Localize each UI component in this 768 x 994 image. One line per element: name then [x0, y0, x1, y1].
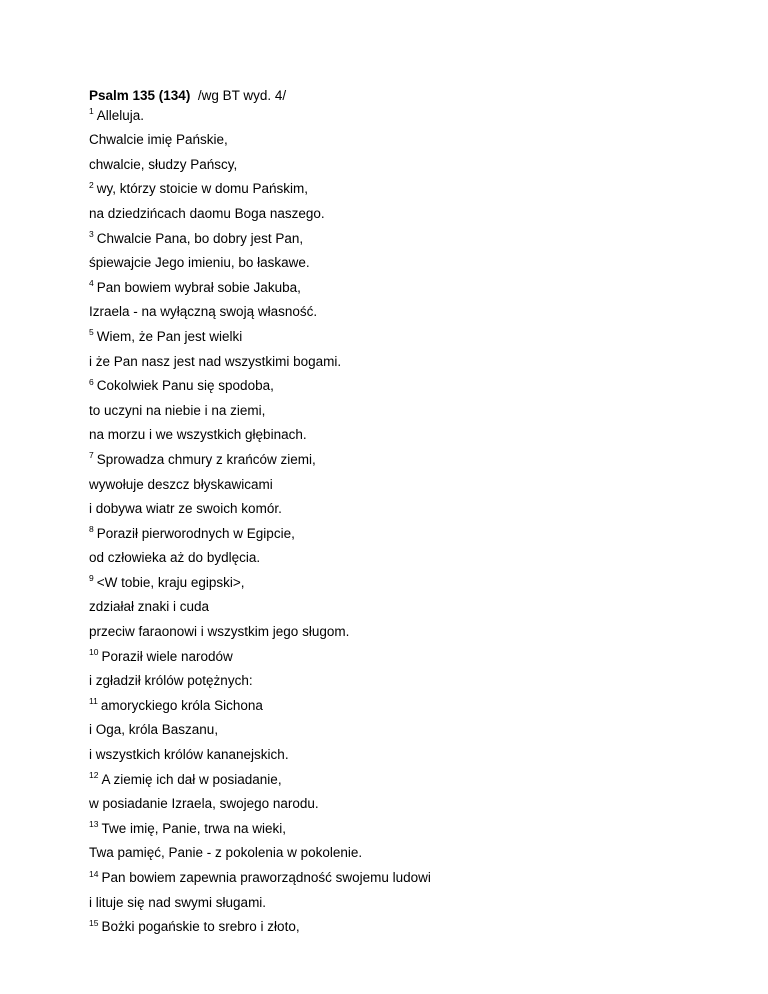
- text-line: [89, 156, 729, 181]
- line-text: wywołuje deszcz błyskawicami: [89, 476, 273, 492]
- psalm-title: Psalm 135 (134): [89, 88, 191, 103]
- line-text: Izraela - na wyłączną swoją własność.: [89, 304, 318, 320]
- text-line: [89, 746, 729, 771]
- text-line: [89, 353, 729, 378]
- psalm-text: [89, 107, 729, 943]
- text-line: [89, 894, 729, 919]
- verse-number: 12: [89, 770, 99, 781]
- verse-number: 3: [89, 229, 94, 240]
- text-line: [89, 795, 729, 820]
- text-line: [89, 918, 729, 943]
- verse-number: 7: [89, 450, 94, 461]
- line-text: Bożki pogańskie to srebro i złoto,: [101, 919, 300, 935]
- text-line: [89, 549, 729, 574]
- verse-number: 14: [89, 868, 99, 879]
- text-line: [89, 844, 729, 869]
- text-line: [89, 426, 729, 451]
- text-line: [89, 131, 729, 156]
- text-line: [89, 377, 729, 402]
- text-line: [89, 525, 729, 550]
- line-text: przeciw faraonowi i wszystkim jego sługom.: [89, 624, 350, 640]
- text-line: [89, 180, 729, 205]
- line-text: i Oga, króla Baszanu,: [89, 722, 219, 738]
- text-line: [89, 279, 729, 304]
- text-line: [89, 205, 729, 230]
- text-line: [89, 107, 729, 132]
- verse-number: 9: [89, 573, 94, 584]
- text-line: [89, 402, 729, 427]
- line-text: chwalcie, słudzy Pańscy,: [89, 156, 238, 172]
- text-line: [89, 820, 729, 845]
- line-text: to uczyni na niebie i na ziemi,: [89, 402, 266, 418]
- line-text: Alleluja.: [96, 107, 145, 123]
- text-line: [89, 230, 729, 255]
- text-line: [89, 648, 729, 673]
- text-line: [89, 721, 729, 746]
- text-line: [89, 623, 729, 648]
- text-line: [89, 574, 729, 599]
- line-text: Chwalcie Pana, bo dobry jest Pan,: [96, 230, 304, 246]
- line-text: Poraził wiele narodów: [101, 648, 233, 664]
- verse-number: 11: [89, 696, 98, 707]
- line-text: Sprowadza chmury z krańców ziemi,: [96, 451, 316, 467]
- line-text: i zgładził królów potężnych:: [89, 673, 253, 689]
- verse-number: 15: [89, 917, 99, 928]
- text-line: [89, 697, 729, 722]
- document-page: [89, 87, 729, 943]
- document-title: [89, 87, 729, 107]
- text-line: [89, 771, 729, 796]
- verse-number: 6: [89, 376, 94, 387]
- verse-number: 5: [89, 327, 94, 338]
- line-text: wy, którzy stoicie w domu Pańskim,: [96, 181, 309, 197]
- line-text: Chwalcie imię Pańskie,: [89, 132, 228, 148]
- line-text: A ziemię ich dał w posiadanie,: [101, 771, 282, 787]
- verse-number: 13: [89, 819, 99, 830]
- line-text: Poraził pierworodnych w Egipcie,: [96, 525, 295, 541]
- verse-number: 8: [89, 524, 94, 535]
- line-text: od człowieka aż do bydlęcia.: [89, 550, 261, 566]
- verse-number: 2: [89, 179, 94, 190]
- text-line: [89, 328, 729, 353]
- text-line: [89, 672, 729, 697]
- line-text: Wiem, że Pan jest wielki: [96, 328, 243, 344]
- line-text: i dobywa wiatr ze swoich komór.: [89, 501, 282, 517]
- text-line: [89, 500, 729, 525]
- text-line: [89, 254, 729, 279]
- line-text: na morzu i we wszystkich głębinach.: [89, 427, 307, 443]
- text-line: [89, 476, 729, 501]
- verse-number: 1: [89, 106, 94, 117]
- text-line: [89, 303, 729, 328]
- line-text: Twa pamięć, Panie - z pokolenia w pokolenie.: [89, 845, 363, 861]
- line-text: i lituje się nad swymi sługami.: [89, 894, 267, 910]
- psalm-source: /wg BT wyd. 4/: [197, 88, 287, 103]
- text-line: [89, 869, 729, 894]
- line-text: i że Pan nasz jest nad wszystkimi bogami.: [89, 353, 342, 369]
- line-text: amoryckiego króla Sichona: [100, 697, 263, 713]
- line-text: zdziałał znaki i cuda: [89, 599, 210, 615]
- line-text: Pan bowiem wybrał sobie Jakuba,: [96, 279, 301, 295]
- text-line: [89, 598, 729, 623]
- line-text: Pan bowiem zapewnia praworządność swojemu ludowi: [101, 870, 431, 885]
- text-line: [89, 451, 729, 476]
- verse-number: 10: [89, 647, 99, 658]
- verse-number: 4: [89, 278, 94, 289]
- line-text: <W tobie, kraju egipski>,: [96, 574, 245, 590]
- line-text: śpiewajcie Jego imieniu, bo łaskawe.: [89, 255, 310, 271]
- line-text: w posiadanie Izraela, swojego narodu.: [89, 796, 319, 812]
- line-text: Cokolwiek Panu się spodoba,: [96, 378, 274, 394]
- line-text: i wszystkich królów kananejskich.: [89, 747, 289, 763]
- line-text: Twe imię, Panie, trwa na wieki,: [101, 820, 287, 836]
- line-text: na dziedzińcach daomu Boga naszego.: [89, 205, 325, 221]
